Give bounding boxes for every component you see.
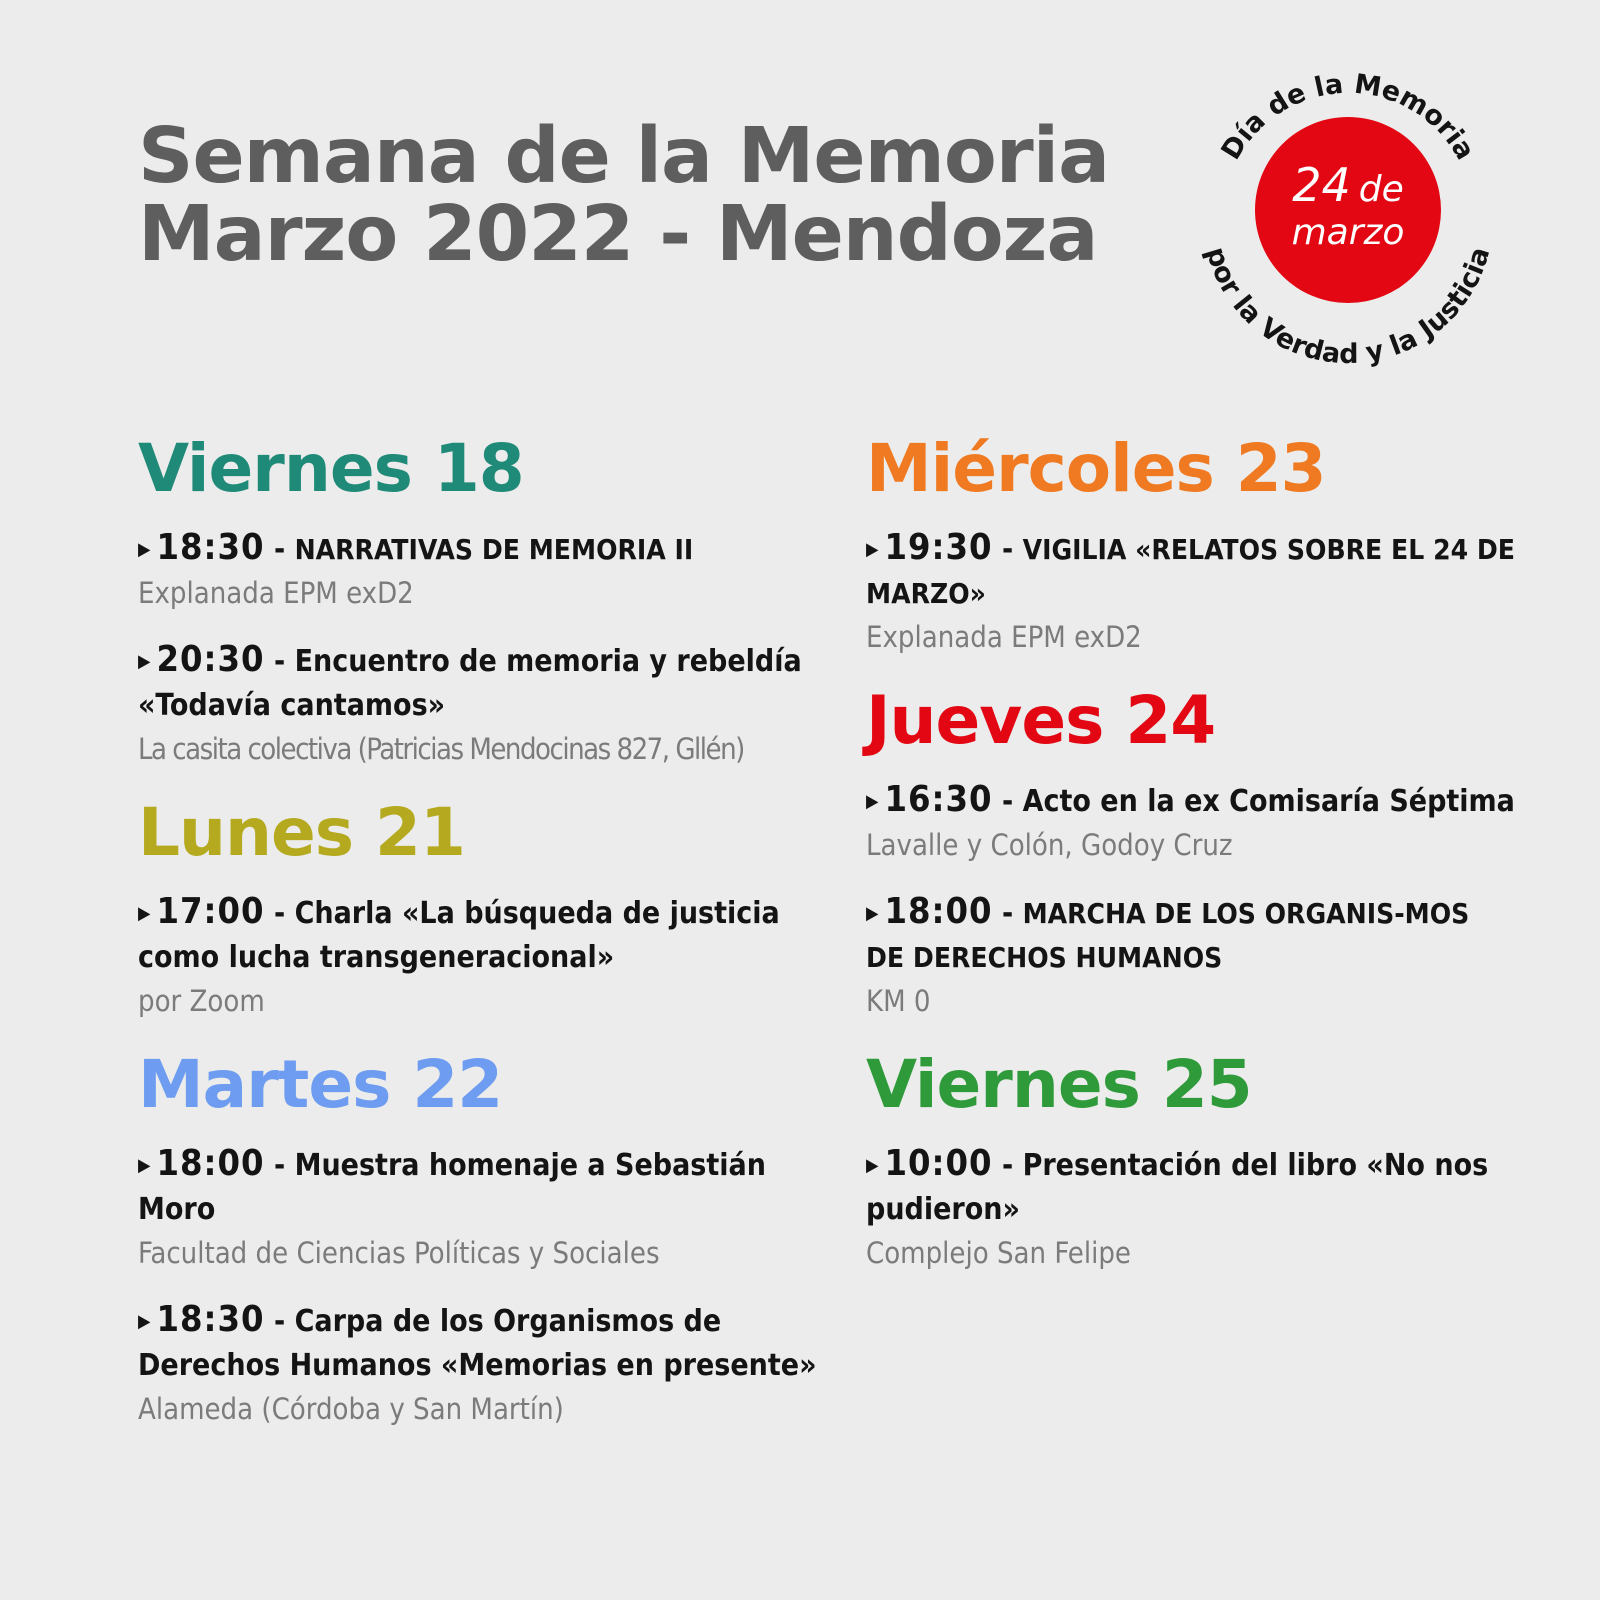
- event-time: 18:00: [884, 891, 993, 932]
- event-separator: -: [992, 532, 1023, 567]
- seal-ring-bottom: por la Verdad y la Justicia: [1199, 243, 1497, 371]
- play-triangle-icon: ▶: [866, 791, 879, 812]
- event-place: Explanada EPM exD2: [138, 576, 414, 610]
- event-separator: -: [264, 644, 295, 679]
- event-separator: -: [992, 784, 1023, 819]
- event-item: [866, 1142, 1516, 1274]
- event-place: Explanada EPM exD2: [866, 620, 1142, 654]
- event-item: [866, 890, 1516, 1022]
- day-section-viernes-25: [866, 1046, 1516, 1274]
- event-item: [866, 778, 1516, 866]
- event-time: 19:30: [884, 527, 993, 568]
- event-title: Muestra homenaje a Sebastián Moro: [138, 1148, 766, 1227]
- event-separator: -: [264, 1148, 295, 1183]
- event-title: NARRATIVAS DE MEMORIA II: [294, 533, 694, 566]
- event-separator: -: [264, 1304, 295, 1339]
- play-triangle-icon: ▶: [138, 1155, 151, 1176]
- schedule-left-column: [138, 430, 828, 1454]
- day-section-martes-22: [138, 1046, 828, 1430]
- day-heading: Miércoles 23: [866, 430, 1326, 507]
- event-item: [138, 1298, 828, 1430]
- page-title: [138, 112, 1110, 279]
- day-section-miercoles-23: [866, 430, 1516, 658]
- event-place: por Zoom: [138, 984, 265, 1018]
- event-separator: -: [264, 896, 295, 931]
- seal-center-line-2: marzo: [1291, 212, 1405, 253]
- event-separator: -: [264, 532, 295, 567]
- play-triangle-icon: ▶: [138, 1311, 151, 1332]
- event-place: Complejo San Felipe: [866, 1236, 1131, 1270]
- event-place: Alameda (Córdoba y San Martín): [138, 1392, 564, 1426]
- event-item: [138, 638, 828, 770]
- event-time: 18:30: [156, 1299, 265, 1340]
- event-title: Presentación del libro «No nos pudieron»: [866, 1148, 1489, 1227]
- event-place: Facultad de Ciencias Políticas y Sociales: [138, 1236, 660, 1270]
- event-place: La casita colectiva (Patricias Mendocinas 827, Gllén): [138, 732, 744, 766]
- play-triangle-icon: ▶: [866, 903, 879, 924]
- day-section-viernes-18: [138, 430, 828, 770]
- title-line-1: Semana de la Memoria: [138, 112, 1110, 201]
- event-time: 17:00: [156, 891, 265, 932]
- play-triangle-icon: ▶: [138, 903, 151, 924]
- day-heading: Jueves 24: [866, 682, 1216, 759]
- day-heading: Martes 22: [138, 1046, 503, 1123]
- seal-ring-top: Día de la Memoria: [1215, 68, 1481, 166]
- event-item: [138, 526, 828, 614]
- schedule-right-column: [866, 430, 1516, 1298]
- event-separator: -: [992, 1148, 1023, 1183]
- event-title: MARCHA DE LOS ORGANIS-MOS DE DERECHOS HUMANOS: [866, 897, 1470, 974]
- day-heading: Viernes 18: [138, 430, 524, 507]
- event-title: Charla «La búsqueda de justicia como lucha transgeneracional»: [138, 896, 780, 975]
- event-title: Encuentro de memoria y rebeldía «Todavía cantamos»: [138, 644, 802, 723]
- event-item: [138, 1142, 828, 1274]
- event-time: 18:30: [156, 527, 265, 568]
- play-triangle-icon: ▶: [138, 651, 151, 672]
- day-heading: Viernes 25: [866, 1046, 1252, 1123]
- day-section-jueves-24: [866, 682, 1516, 1022]
- event-separator: -: [992, 896, 1023, 931]
- event-time: 10:00: [884, 1143, 993, 1184]
- event-item: [866, 526, 1516, 658]
- dia-de-la-memoria-seal: [1188, 58, 1508, 378]
- event-place: KM 0: [866, 984, 931, 1018]
- event-title: VIGILIA «RELATOS SOBRE EL 24 DE MARZO»: [866, 533, 1516, 610]
- play-triangle-icon: ▶: [138, 539, 151, 560]
- event-time: 18:00: [156, 1143, 265, 1184]
- event-time: 16:30: [884, 779, 993, 820]
- day-heading: Lunes 21: [138, 794, 465, 871]
- event-item: [138, 890, 828, 1022]
- event-time: 20:30: [156, 639, 265, 680]
- event-place: Lavalle y Colón, Godoy Cruz: [866, 828, 1233, 862]
- play-triangle-icon: ▶: [866, 539, 879, 560]
- event-title: Carpa de los Organismos de Derechos Humanos «Memorias en presente»: [138, 1304, 817, 1383]
- event-title: Acto en la ex Comisaría Séptima: [1022, 784, 1515, 819]
- seal-center-line-1: 24 de: [1292, 158, 1404, 212]
- title-line-2: Marzo 2022 - Mendoza: [138, 190, 1098, 279]
- play-triangle-icon: ▶: [866, 1155, 879, 1176]
- day-section-lunes-21: [138, 794, 828, 1022]
